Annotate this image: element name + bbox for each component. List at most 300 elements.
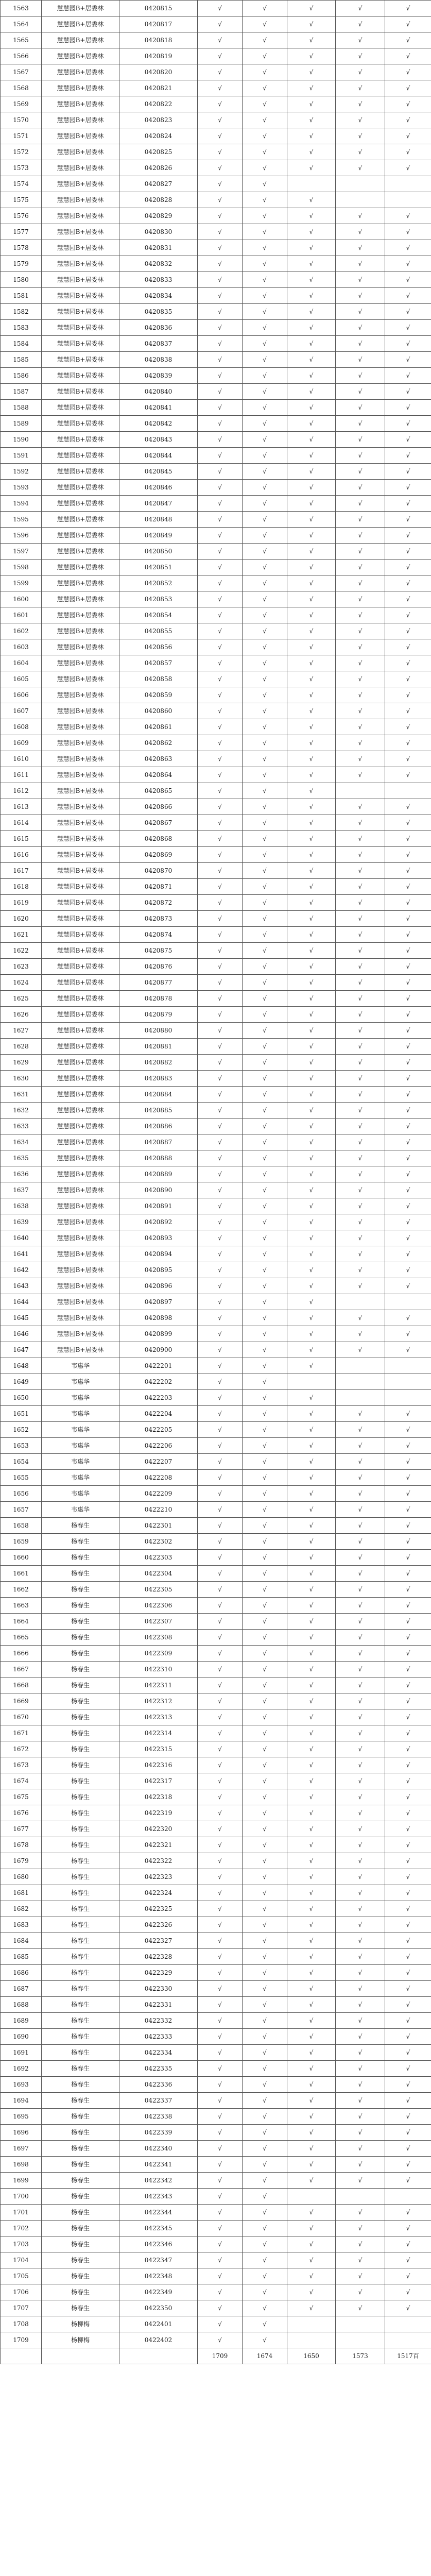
check-mark-cell-1: √ <box>198 1214 243 1230</box>
table-row <box>1 831 431 847</box>
name-cell: 杨春生 <box>42 2141 119 2157</box>
check-mark-cell-2: √ <box>243 176 287 192</box>
check-mark-cell-3: √ <box>287 480 336 496</box>
code-cell: 0420855 <box>119 623 198 639</box>
name-cell: 慧慧园B+居委林 <box>42 991 119 1007</box>
code-cell: 0422314 <box>119 1725 198 1741</box>
code-cell: 0422303 <box>119 1550 198 1566</box>
code-cell: 0422310 <box>119 1662 198 1677</box>
name-cell: 杨春生 <box>42 1614 119 1630</box>
code-cell: 0422312 <box>119 1693 198 1709</box>
table-row <box>1 416 431 432</box>
check-mark-cell-5: √ <box>385 1677 431 1693</box>
code-cell: 0422320 <box>119 1821 198 1837</box>
check-mark-cell-5: √ <box>385 1055 431 1071</box>
check-mark-cell-1: √ <box>198 160 243 176</box>
check-mark-cell-1: √ <box>198 1677 243 1693</box>
check-mark-cell-5: √ <box>385 1406 431 1422</box>
code-cell: 0422311 <box>119 1677 198 1693</box>
check-mark-cell-1: √ <box>198 1358 243 1374</box>
check-mark-cell-3: √ <box>287 1278 336 1294</box>
check-mark-cell-4: √ <box>336 48 385 64</box>
check-mark-cell-2: √ <box>243 1933 287 1949</box>
name-cell: 杨春生 <box>42 2093 119 2109</box>
check-mark-cell-4: √ <box>336 2061 385 2077</box>
check-mark-cell-1: √ <box>198 1901 243 1917</box>
check-mark-cell-4: √ <box>336 1071 385 1087</box>
check-mark-cell-5 <box>385 1294 431 1310</box>
check-mark-cell-2: √ <box>243 1374 287 1390</box>
check-mark-cell-4: √ <box>336 1646 385 1662</box>
table-row <box>1 288 431 304</box>
check-mark-cell-1: √ <box>198 1438 243 1454</box>
check-mark-cell-5: √ <box>385 671 431 687</box>
table-row <box>1 320 431 336</box>
name-cell: 慧慧园B+居委林 <box>42 671 119 687</box>
check-mark-cell-2: √ <box>243 1885 287 1901</box>
check-mark-cell-5: √ <box>385 1422 431 1438</box>
name-cell: 韦惠华 <box>42 1358 119 1374</box>
table-row <box>1 959 431 975</box>
table-row <box>1 1757 431 1773</box>
check-mark-cell-2: √ <box>243 1023 287 1039</box>
check-mark-cell-3: √ <box>287 1789 336 1805</box>
table-row <box>1 1262 431 1278</box>
check-mark-cell-4: √ <box>336 1278 385 1294</box>
table-row <box>1 735 431 751</box>
row-number-cell: 1580 <box>1 272 42 288</box>
check-mark-cell-2: √ <box>243 1917 287 1933</box>
check-mark-cell-2: √ <box>243 1949 287 1965</box>
check-mark-cell-3: √ <box>287 1182 336 1198</box>
name-cell: 慧慧园B+居委林 <box>42 1039 119 1055</box>
check-mark-cell-3: √ <box>287 1646 336 1662</box>
check-mark-cell-3: √ <box>287 975 336 991</box>
check-mark-cell-4: √ <box>336 575 385 591</box>
table-row <box>1 560 431 575</box>
check-mark-cell-3: √ <box>287 1965 336 1981</box>
check-mark-cell-4: √ <box>336 304 385 320</box>
check-mark-cell-1: √ <box>198 1071 243 1087</box>
check-mark-cell-2: √ <box>243 591 287 607</box>
row-number-cell: 1644 <box>1 1294 42 1310</box>
name-cell: 杨柳梅 <box>42 2316 119 2332</box>
check-mark-cell-2: √ <box>243 703 287 719</box>
row-number-cell: 1577 <box>1 224 42 240</box>
code-cell: 0420875 <box>119 943 198 959</box>
check-mark-cell-2: √ <box>243 575 287 591</box>
code-cell: 0422318 <box>119 1789 198 1805</box>
name-cell: 杨春生 <box>42 1582 119 1598</box>
check-mark-cell-5 <box>385 1358 431 1374</box>
check-mark-cell-4: √ <box>336 2252 385 2268</box>
check-mark-cell-3: √ <box>287 623 336 639</box>
name-cell: 慧慧园B+居委林 <box>42 1023 119 1039</box>
code-cell: 0422208 <box>119 1470 198 1486</box>
code-cell: 0422331 <box>119 1997 198 2013</box>
name-cell: 韦惠华 <box>42 1502 119 1518</box>
check-mark-cell-5: √ <box>385 320 431 336</box>
table-row <box>1 1566 431 1582</box>
check-mark-cell-5: √ <box>385 1502 431 1518</box>
check-mark-cell-1: √ <box>198 1278 243 1294</box>
name-cell: 杨春生 <box>42 1901 119 1917</box>
check-mark-cell-4: √ <box>336 1007 385 1023</box>
check-mark-cell-4 <box>336 1294 385 1310</box>
check-mark-cell-3: √ <box>287 1598 336 1614</box>
row-number-cell: 1696 <box>1 2125 42 2141</box>
check-mark-cell-4: √ <box>336 256 385 272</box>
code-cell: 0422321 <box>119 1837 198 1853</box>
check-mark-cell-5: √ <box>385 2077 431 2093</box>
check-mark-cell-4 <box>336 2332 385 2348</box>
check-mark-cell-4: √ <box>336 2109 385 2125</box>
name-cell: 慧慧园B+居委林 <box>42 32 119 48</box>
check-mark-cell-3: √ <box>287 1821 336 1837</box>
row-number-cell: 1579 <box>1 256 42 272</box>
check-mark-cell-3: √ <box>287 1326 336 1342</box>
table-row <box>1 1103 431 1118</box>
table-row <box>1 1454 431 1470</box>
row-number-cell: 1649 <box>1 1374 42 1390</box>
code-cell: 0420876 <box>119 959 198 975</box>
row-number-cell: 1610 <box>1 751 42 767</box>
check-mark-cell-1: √ <box>198 847 243 863</box>
name-cell: 杨春生 <box>42 2125 119 2141</box>
check-mark-cell-2: √ <box>243 639 287 655</box>
check-mark-cell-4: √ <box>336 32 385 48</box>
check-mark-cell-3: √ <box>287 591 336 607</box>
check-mark-cell-2: √ <box>243 959 287 975</box>
code-cell: 0420872 <box>119 895 198 911</box>
table-row <box>1 2045 431 2061</box>
name-cell: 韦惠华 <box>42 1438 119 1454</box>
check-mark-cell-3: √ <box>287 1662 336 1677</box>
check-mark-cell-5: √ <box>385 911 431 927</box>
row-number-cell: 1601 <box>1 607 42 623</box>
check-mark-cell-3: √ <box>287 272 336 288</box>
code-cell: 0420883 <box>119 1071 198 1087</box>
name-cell: 杨春生 <box>42 1709 119 1725</box>
check-mark-cell-1: √ <box>198 655 243 671</box>
check-mark-cell-2: √ <box>243 272 287 288</box>
table-row <box>1 1023 431 1039</box>
table-row <box>1 639 431 655</box>
code-cell: 0420823 <box>119 112 198 128</box>
check-mark-cell-3: √ <box>287 1901 336 1917</box>
check-mark-cell-4: √ <box>336 528 385 544</box>
check-mark-cell-4: √ <box>336 719 385 735</box>
check-mark-cell-1: √ <box>198 1773 243 1789</box>
row-number-cell: 1624 <box>1 975 42 991</box>
row-number-cell: 1681 <box>1 1885 42 1901</box>
check-mark-cell-2: √ <box>243 208 287 224</box>
code-cell: 0420896 <box>119 1278 198 1294</box>
check-mark-cell-3: √ <box>287 575 336 591</box>
table-row <box>1 815 431 831</box>
row-number-cell: 1652 <box>1 1422 42 1438</box>
check-mark-cell-2: √ <box>243 80 287 96</box>
check-mark-cell-2: √ <box>243 1486 287 1502</box>
check-mark-cell-3: √ <box>287 32 336 48</box>
check-mark-cell-1: √ <box>198 1007 243 1023</box>
name-cell: 杨春生 <box>42 1869 119 1885</box>
check-mark-cell-1: √ <box>198 1150 243 1166</box>
name-cell: 慧慧园B+居委林 <box>42 144 119 160</box>
check-mark-cell-3: √ <box>287 240 336 256</box>
check-mark-cell-3: √ <box>287 1630 336 1646</box>
row-number-cell: 1675 <box>1 1789 42 1805</box>
check-mark-cell-3: √ <box>287 16 336 32</box>
check-mark-cell-5: √ <box>385 224 431 240</box>
check-mark-cell-5: √ <box>385 2093 431 2109</box>
check-mark-cell-5: √ <box>385 1182 431 1198</box>
check-mark-cell-2: √ <box>243 1741 287 1757</box>
check-mark-cell-5: √ <box>385 1773 431 1789</box>
check-mark-cell-3: √ <box>287 1134 336 1150</box>
row-number-cell: 1598 <box>1 560 42 575</box>
check-mark-cell-4: √ <box>336 96 385 112</box>
check-mark-cell-5: √ <box>385 2029 431 2045</box>
table-row <box>1 1230 431 1246</box>
name-cell: 杨春生 <box>42 1981 119 1997</box>
check-mark-cell-4: √ <box>336 1134 385 1150</box>
row-number-cell: 1635 <box>1 1150 42 1166</box>
table-row <box>1 1406 431 1422</box>
check-mark-cell-5: √ <box>385 1741 431 1757</box>
code-cell: 0422345 <box>119 2221 198 2236</box>
check-mark-cell-3: √ <box>287 2077 336 2093</box>
row-number-cell: 1700 <box>1 2189 42 2205</box>
check-mark-cell-1: √ <box>198 480 243 496</box>
name-cell: 慧慧园B+居委林 <box>42 847 119 863</box>
table-row <box>1 1853 431 1869</box>
row-number-cell: 1691 <box>1 2045 42 2061</box>
name-cell: 杨春生 <box>42 1550 119 1566</box>
check-mark-cell-2: √ <box>243 1438 287 1454</box>
table-row <box>1 1 431 16</box>
check-mark-cell-3: √ <box>287 2093 336 2109</box>
check-mark-cell-2: √ <box>243 783 287 799</box>
check-mark-cell-2: √ <box>243 48 287 64</box>
name-cell: 杨春生 <box>42 1965 119 1981</box>
check-mark-cell-4: √ <box>336 1582 385 1598</box>
row-number-cell: 1630 <box>1 1071 42 1087</box>
table-row <box>1 2173 431 2189</box>
check-mark-cell-4: √ <box>336 1470 385 1486</box>
check-mark-cell-1: √ <box>198 975 243 991</box>
row-number-cell: 1596 <box>1 528 42 544</box>
check-mark-cell-1: √ <box>198 16 243 32</box>
row-number-cell: 1662 <box>1 1582 42 1598</box>
check-mark-cell-1: √ <box>198 352 243 368</box>
check-mark-cell-4: √ <box>336 799 385 815</box>
name-cell: 杨春生 <box>42 2205 119 2221</box>
check-mark-cell-2: √ <box>243 1550 287 1566</box>
check-mark-cell-2: √ <box>243 607 287 623</box>
check-mark-cell-4: √ <box>336 1262 385 1278</box>
check-mark-cell-5: √ <box>385 1166 431 1182</box>
check-mark-cell-2: √ <box>243 1662 287 1677</box>
check-mark-cell-1: √ <box>198 2173 243 2189</box>
check-mark-cell-1: √ <box>198 2252 243 2268</box>
check-mark-cell-3: √ <box>287 1981 336 1997</box>
table-row <box>1 1693 431 1709</box>
totals-count-5: 1517百 <box>385 2348 431 2364</box>
table-row <box>1 480 431 496</box>
check-mark-cell-3: √ <box>287 464 336 480</box>
table-row <box>1 1294 431 1310</box>
table-row <box>1 1518 431 1534</box>
check-mark-cell-4: √ <box>336 1055 385 1071</box>
check-mark-cell-1: √ <box>198 2268 243 2284</box>
check-mark-cell-4: √ <box>336 1502 385 1518</box>
code-cell: 0422203 <box>119 1390 198 1406</box>
check-mark-cell-1: √ <box>198 2045 243 2061</box>
check-mark-cell-2: √ <box>243 799 287 815</box>
check-mark-cell-4: √ <box>336 288 385 304</box>
check-mark-cell-3: √ <box>287 1917 336 1933</box>
name-cell: 慧慧园B+居委林 <box>42 735 119 751</box>
code-cell: 0422325 <box>119 1901 198 1917</box>
row-number-cell: 1590 <box>1 432 42 448</box>
row-number-cell: 1703 <box>1 2236 42 2252</box>
check-mark-cell-1: √ <box>198 1757 243 1773</box>
totals-count-1: 1709 <box>198 2348 243 2364</box>
name-cell: 慧慧园B+居委林 <box>42 416 119 432</box>
code-cell: 0420864 <box>119 767 198 783</box>
check-mark-cell-2: √ <box>243 1997 287 2013</box>
row-number-cell: 1699 <box>1 2173 42 2189</box>
check-mark-cell-1: √ <box>198 2205 243 2221</box>
check-mark-cell-3: √ <box>287 1071 336 1087</box>
check-mark-cell-1: √ <box>198 911 243 927</box>
row-number-cell: 1665 <box>1 1630 42 1646</box>
name-cell: 慧慧园B+居委林 <box>42 336 119 352</box>
name-cell: 杨春生 <box>42 1885 119 1901</box>
table-row <box>1 1901 431 1917</box>
check-mark-cell-5: √ <box>385 544 431 560</box>
name-cell: 慧慧园B+居委林 <box>42 1134 119 1150</box>
name-cell: 杨春生 <box>42 2236 119 2252</box>
check-mark-cell-3: √ <box>287 544 336 560</box>
check-mark-cell-1: √ <box>198 224 243 240</box>
table-row <box>1 911 431 927</box>
row-number-cell: 1655 <box>1 1470 42 1486</box>
check-mark-cell-4: √ <box>336 2093 385 2109</box>
check-mark-cell-3: √ <box>287 2236 336 2252</box>
table-row <box>1 2109 431 2125</box>
check-mark-cell-4: √ <box>336 1869 385 1885</box>
check-mark-cell-3: √ <box>287 1023 336 1039</box>
table-row <box>1 1646 431 1662</box>
check-mark-cell-2: √ <box>243 288 287 304</box>
table-row <box>1 623 431 639</box>
code-cell: 0420871 <box>119 879 198 895</box>
code-cell: 0420884 <box>119 1087 198 1103</box>
code-cell: 0422202 <box>119 1374 198 1390</box>
check-mark-cell-1: √ <box>198 1566 243 1582</box>
code-cell: 0420854 <box>119 607 198 623</box>
check-mark-cell-3: √ <box>287 1534 336 1550</box>
check-mark-cell-4: √ <box>336 2157 385 2173</box>
check-mark-cell-3: √ <box>287 911 336 927</box>
check-mark-cell-3: √ <box>287 336 336 352</box>
check-mark-cell-1: √ <box>198 1246 243 1262</box>
check-mark-cell-2: √ <box>243 144 287 160</box>
table-row <box>1 1150 431 1166</box>
check-mark-cell-4: √ <box>336 128 385 144</box>
check-mark-cell-3: √ <box>287 1486 336 1502</box>
check-mark-cell-2: √ <box>243 2077 287 2093</box>
code-cell: 0422315 <box>119 1741 198 1757</box>
row-number-cell: 1613 <box>1 799 42 815</box>
check-mark-cell-3: √ <box>287 320 336 336</box>
check-mark-cell-3: √ <box>287 1725 336 1741</box>
check-mark-cell-2: √ <box>243 32 287 48</box>
table-row <box>1 1582 431 1598</box>
check-mark-cell-3: √ <box>287 1055 336 1071</box>
check-mark-cell-1: √ <box>198 575 243 591</box>
check-mark-cell-4: √ <box>336 2221 385 2236</box>
check-mark-cell-3: √ <box>287 1406 336 1422</box>
name-cell: 慧慧园B+居委林 <box>42 1103 119 1118</box>
check-mark-cell-5: √ <box>385 288 431 304</box>
code-cell: 0422337 <box>119 2093 198 2109</box>
check-mark-cell-3: √ <box>287 991 336 1007</box>
check-mark-cell-4: √ <box>336 368 385 384</box>
table-row <box>1 1997 431 2013</box>
table-row <box>1 2300 431 2316</box>
row-number-cell: 1628 <box>1 1039 42 1055</box>
table-row <box>1 767 431 783</box>
code-cell: 0422333 <box>119 2029 198 2045</box>
table-row <box>1 2332 431 2348</box>
check-mark-cell-1: √ <box>198 384 243 400</box>
code-cell: 0420815 <box>119 1 198 16</box>
check-mark-cell-2: √ <box>243 2189 287 2205</box>
check-mark-cell-2: √ <box>243 2061 287 2077</box>
check-mark-cell-3: √ <box>287 895 336 911</box>
check-mark-cell-1: √ <box>198 1262 243 1278</box>
check-mark-cell-4: √ <box>336 1773 385 1789</box>
check-mark-cell-4: √ <box>336 2173 385 2189</box>
check-mark-cell-5: √ <box>385 32 431 48</box>
check-mark-cell-5: √ <box>385 352 431 368</box>
check-mark-cell-5 <box>385 2316 431 2332</box>
check-mark-cell-2: √ <box>243 2300 287 2316</box>
check-mark-cell-3: √ <box>287 1214 336 1230</box>
code-cell: 0420849 <box>119 528 198 544</box>
check-mark-cell-4: √ <box>336 240 385 256</box>
row-number-cell: 1674 <box>1 1773 42 1789</box>
code-cell: 0422401 <box>119 2316 198 2332</box>
totals-name-cell <box>42 2348 119 2364</box>
check-mark-cell-4 <box>336 176 385 192</box>
row-number-cell: 1611 <box>1 767 42 783</box>
check-mark-cell-3: √ <box>287 719 336 735</box>
table-row <box>1 1917 431 1933</box>
check-mark-cell-5: √ <box>385 1326 431 1342</box>
code-cell: 0420840 <box>119 384 198 400</box>
check-mark-cell-1: √ <box>198 96 243 112</box>
row-number-cell: 1677 <box>1 1821 42 1837</box>
row-number-cell: 1690 <box>1 2029 42 2045</box>
check-mark-cell-2: √ <box>243 512 287 528</box>
check-mark-cell-2: √ <box>243 767 287 783</box>
table-row <box>1 1949 431 1965</box>
check-mark-cell-2: √ <box>243 927 287 943</box>
